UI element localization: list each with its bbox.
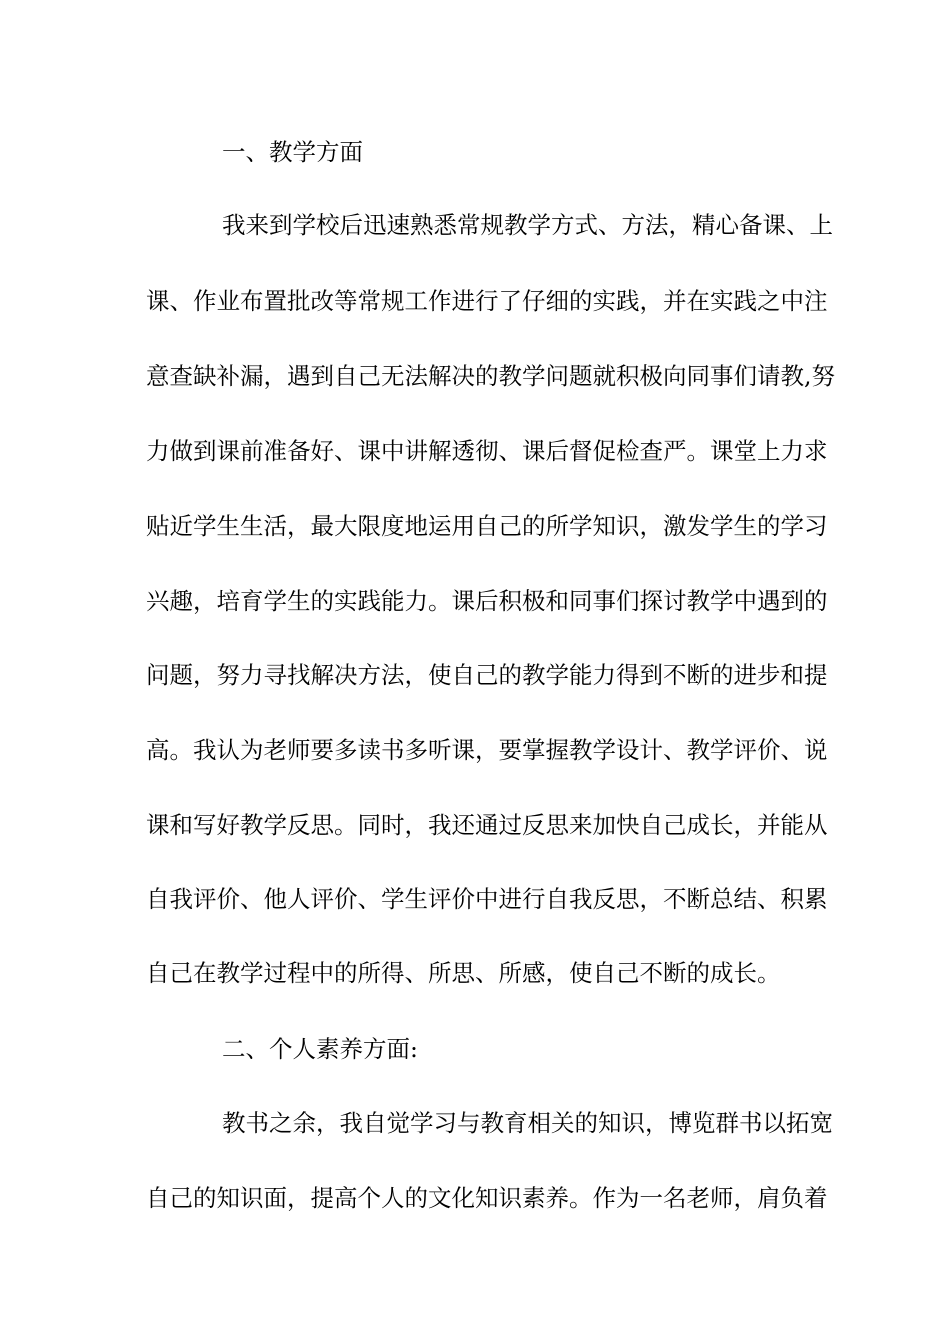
paragraph-line: 问题，努力寻找解决方法，使自己的教学能力得到不断的进步和提 — [146, 661, 828, 689]
paragraph-line: 自我评价、他人评价、学生评价中进行自我反思，不断总结、积累 — [146, 885, 828, 913]
paragraph-line: 自己的知识面，提高个人的文化知识素养。作为一名老师，肩负着 — [146, 1184, 828, 1212]
paragraph-line: 贴近学生生活，最大限度地运用自己的所学知识，激发学生的学习 — [146, 512, 828, 540]
paragraph-line: 课、作业布置批改等常规工作进行了仔细的实践，并在实践之中注 — [146, 287, 828, 315]
section-heading-teaching: 一、教学方面 — [222, 138, 363, 166]
paragraph-line: 意查缺补漏，遇到自己无法解决的教学问题就积极向同事们请教,努 — [146, 362, 835, 390]
paragraph-line: 我来到学校后迅速熟悉常规教学方式、方法，精心备课、上 — [222, 211, 833, 239]
paragraph-line: 兴趣，培育学生的实践能力。课后积极和同事们探讨教学中遇到的 — [146, 587, 828, 615]
section-heading-personal: 二、个人素养方面: — [222, 1035, 418, 1063]
paragraph-line: 力做到课前准备好、课中讲解透彻、课后督促检查严。课堂上力求 — [146, 437, 828, 465]
paragraph-line: 自己在教学过程中的所得、所思、所感，使自己不断的成长。 — [146, 959, 781, 987]
paragraph-line: 课和写好教学反思。同时，我还通过反思来加快自己成长，并能从 — [146, 811, 828, 839]
paragraph-line: 教书之余，我自觉学习与教育相关的知识，博览群书以拓宽 — [222, 1109, 833, 1137]
paragraph-line: 高。我认为老师要多读书多听课，要掌握教学设计、教学评价、说 — [146, 736, 828, 764]
